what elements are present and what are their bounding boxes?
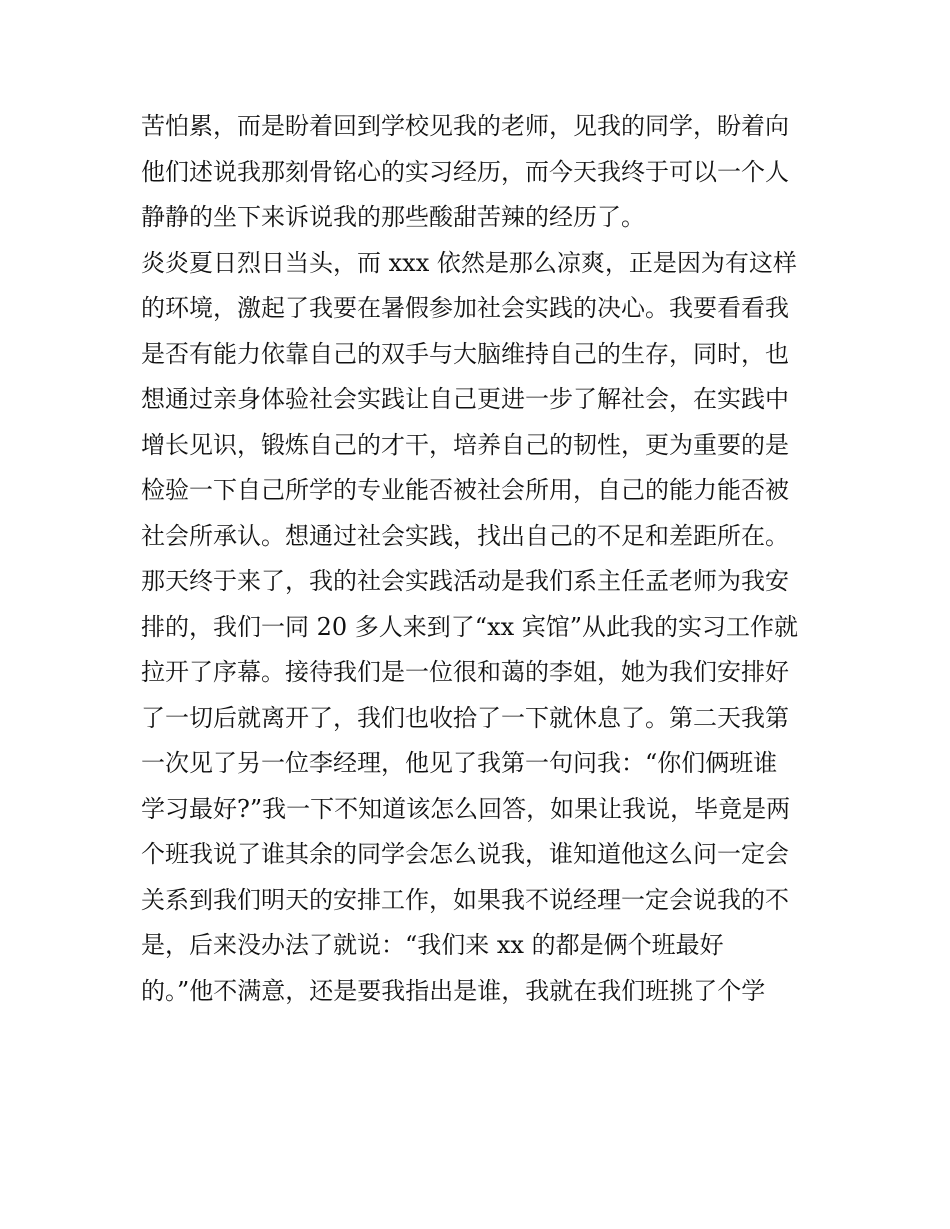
text-line: 个班我说了谁其余的同学会怎么说我，谁知道他这么问一定会 — [141, 840, 789, 868]
text-line: 了一切后就离开了，我们也收拾了一下就休息了。第二天我第 — [141, 703, 789, 732]
text-line: 想通过亲身体验社会实践让自己更进一步了解社会，在实践中 — [141, 385, 789, 413]
text-line: 学习最好?”我一下不知道该怎么回答，如果让我说，毕竟是两 — [141, 794, 791, 823]
text-line: 一次见了另一位李经理，他见了我第一句问我：“你们俩班谁 — [141, 749, 778, 777]
text-line: 是，后来没办法了就说：“我们来 xx 的都是俩个班最好 — [141, 931, 724, 959]
text-line: 检验一下自己所学的专业能否被社会所用，自己的能力能否被 — [141, 476, 789, 504]
text-line: 炎炎夏日烈日当头，而 xxx 依然是那么凉爽，正是因为有这样 — [141, 248, 797, 277]
text-line: 关系到我们明天的安排工作，如果我不说经理一定会说我的不 — [141, 885, 789, 914]
text-line: 的环境，激起了我要在暑假参加社会实践的决心。我要看看我 — [141, 294, 789, 322]
text-line: 排的，我们一同 20 多人来到了“xx 宾馆”从此我的实习工作就 — [141, 612, 799, 641]
text-line: 增长见识，锻炼自己的才干，培养自己的韧性，更为重要的是 — [141, 430, 789, 459]
text-line: 社会所承认。想通过社会实践，找出自己的不足和差距所在。 — [141, 521, 789, 550]
body-text — [141, 104, 821, 1014]
text-line: 苦怕累，而是盼着回到学校见我的老师，见我的同学，盼着向 — [141, 112, 789, 140]
text-line: 他们述说我那刻骨铭心的实习经历，而今天我终于可以一个人 — [141, 157, 789, 186]
text-line: 拉开了序幕。接待我们是一位很和蔼的李姐，她为我们安排好 — [141, 658, 789, 686]
text-line: 是否有能力依靠自己的双手与大脑维持自己的生存，同时，也 — [141, 339, 789, 368]
text-line: 的。”他不满意，还是要我指出是谁，我就在我们班挑了个学 — [141, 976, 766, 1005]
text-line: 静静的坐下来诉说我的那些酸甜苦辣的经历了。 — [141, 203, 645, 231]
text-line: 那天终于来了，我的社会实践活动是我们系主任孟老师为我安 — [141, 567, 789, 595]
